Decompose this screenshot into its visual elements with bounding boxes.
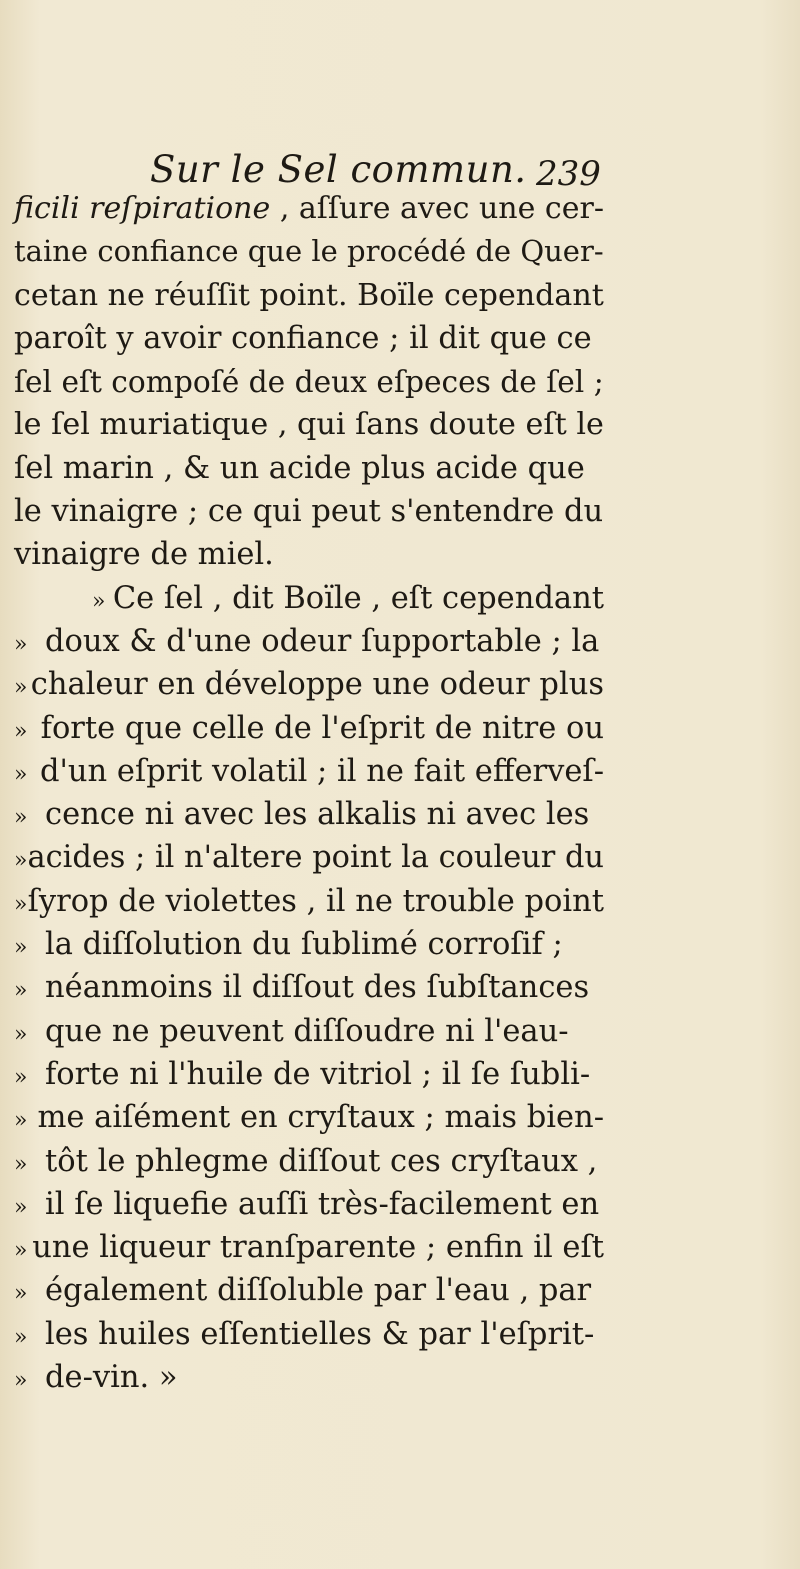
text-line [14, 230, 604, 273]
quote-mark: » [14, 1021, 28, 1047]
quote-mark: » [14, 1368, 28, 1394]
quote-mark: » [14, 805, 28, 831]
quote-mark: » [14, 631, 28, 657]
text-line [14, 447, 604, 490]
text-line [14, 317, 604, 360]
line-text: néanmoins il diſſout des ſubſtances [45, 970, 590, 1006]
line-text: les huiles eſſentielles & par l'eſprit- [45, 1316, 595, 1352]
text-line [14, 1140, 604, 1183]
text-line [14, 1313, 604, 1356]
quote-mark: » [14, 718, 28, 744]
line-text: ſel eſt compoſé de deux eſpeces de ſel ; [14, 364, 604, 400]
page-number: 239 [536, 154, 601, 194]
text-line [14, 1010, 604, 1053]
line-text: taine confiance que le procédé de Quer- [14, 234, 604, 269]
line-text: cetan ne réuſſit point. Boïle cependant [14, 277, 604, 313]
line-text: , aſſure avec une cer- [270, 191, 604, 226]
line-text: Ce ſel , dit Boïle , eſt cependant [112, 580, 604, 616]
line-text: ſyrop de violettes , il ne trouble point [27, 883, 604, 919]
text-line [14, 966, 604, 1009]
quote-mark: » [14, 1151, 28, 1177]
text-line [14, 793, 604, 836]
quote-mark: » [14, 935, 28, 961]
line-text: acides ; il n'altere point la couleur du [27, 840, 604, 876]
text-line [14, 620, 604, 663]
line-text: cence ni avec les alkalis ni avec les [45, 797, 590, 833]
line-text: forte que celle de l'eſprit de nitre ou [40, 710, 604, 746]
line-text: le ſel muriatique , qui ſans doute eſt le [14, 407, 604, 443]
quote-mark: » [14, 1194, 28, 1220]
line-text: ſel marin , & un acide plus acide que [14, 450, 585, 486]
quote-mark: » [14, 1238, 28, 1264]
text-line [14, 533, 604, 576]
text-line [14, 1356, 604, 1399]
text-line [14, 663, 604, 706]
quote-mark: » [14, 675, 28, 701]
quote-mark: » [14, 1281, 28, 1307]
quote-mark: » [14, 1324, 28, 1350]
text-line [14, 403, 604, 446]
quote-mark: » [14, 891, 28, 917]
line-text: vinaigre de miel. [14, 537, 274, 573]
text-line [14, 923, 604, 966]
quote-mark: » [14, 1108, 28, 1134]
line-text: il ſe liquefie auſſi très-facilement en [45, 1186, 600, 1222]
text-line [14, 1096, 604, 1139]
line-text: le vinaigre ; ce qui peut s'entendre du [14, 494, 604, 530]
text-line [14, 274, 604, 317]
line-text: de-vin. » [45, 1360, 178, 1396]
text-line [14, 1053, 604, 1096]
line-text: la diſſolution du ſublimé corroſif ; [45, 927, 563, 963]
line-text: me aiſément en cryſtaux ; mais bien- [37, 1100, 604, 1136]
line-text: paroît y avoir confiance ; il dit que ce [14, 320, 592, 356]
line-text: doux & d'une odeur ſupportable ; la [45, 623, 600, 659]
text-line [14, 836, 604, 879]
italic-text: ficili reſpiratione [14, 191, 271, 226]
text-line [14, 880, 604, 923]
line-text: que ne peuvent diſſoudre ni l'eau- [45, 1013, 569, 1049]
running-title: Sur le Sel commun. [150, 148, 527, 191]
quote-mark: » [14, 1064, 28, 1090]
line-text: chaleur en développe une odeur plus [30, 667, 604, 703]
quote-mark: » [14, 848, 28, 874]
body-text [14, 187, 604, 1399]
text-line [14, 187, 604, 230]
quote-mark: » [14, 978, 28, 1004]
quote-mark: » [92, 588, 106, 614]
line-text: également diſſoluble par l'eau , par [45, 1273, 592, 1309]
line-text: d'un eſprit volatil ; il ne fait efferveſ- [40, 753, 604, 789]
text-line [14, 490, 604, 533]
text-line [14, 707, 604, 750]
line-text: tôt le phlegme diſſout ces cryſtaux , [45, 1143, 598, 1179]
quote-mark: » [14, 761, 28, 787]
text-line [14, 1226, 604, 1269]
text-line [14, 1269, 604, 1312]
line-text: une liqueur tranſparente ; enfin il eſt [32, 1230, 604, 1266]
text-line [14, 577, 604, 620]
text-line [14, 750, 604, 793]
line-text: forte ni l'huile de vitriol ; il ſe ſubli- [45, 1056, 591, 1092]
text-line [14, 1183, 604, 1226]
text-line [14, 360, 604, 403]
